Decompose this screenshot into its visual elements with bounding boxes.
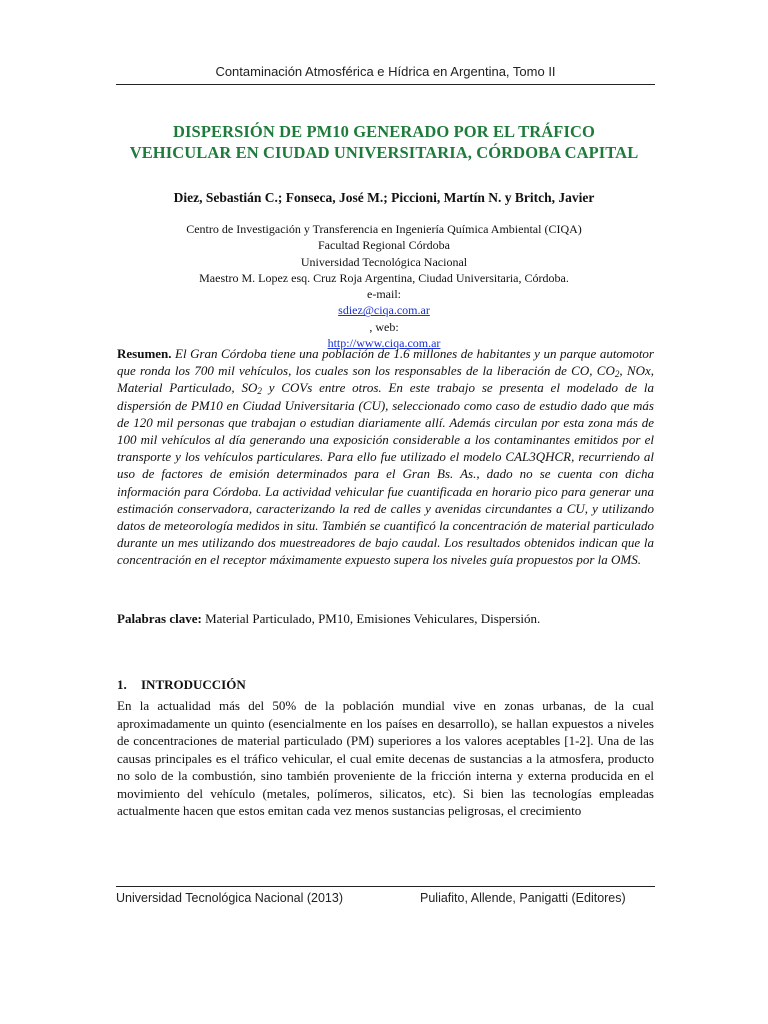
section-paragraph: En la actualidad más del 50% de la población mundial vive en zonas urbanas, de la cual aproximadamente un quinto (esencialmente en los países en desarrollo), se hallan expuestos a niveles de concentraciones de material particulado (PM) superiores a los valores aceptables [1-2]. Una de las causas principales es el tráfico vehicular, el cual emite decenas de sustancias a la atmosfera, producto no solo de la combustión, sino también proveniente de la fricción interna y externa producida en el movimiento del vehículo (metales, polímeros, silicatos, etc). Si bien las tecnologías empleadas actualmente hacen que estos emitan cada vez menos sustancias peligrosas, el crecimiento bbox=[117, 698, 654, 818]
abstract-text-1: El Gran Córdoba tiene una población de 1.6 millones de habitantes y un parque automotor que ronda los 700 mil vehículos, los cuales son los responsables de la liberación de CO, CO bbox=[117, 346, 654, 379]
section-title: INTRODUCCIÓN bbox=[141, 677, 246, 692]
header-rule bbox=[116, 84, 655, 85]
affiliation-faculty: Facultad Regional Córdoba bbox=[318, 238, 450, 253]
web-link[interactable]: http://www.ciqa.com.ar bbox=[327, 336, 441, 351]
section-heading bbox=[117, 677, 246, 693]
affiliation-center: Centro de Investigación y Transferencia en Ingeniería Química Ambiental (CIQA) bbox=[186, 222, 582, 236]
abstract-body bbox=[117, 346, 654, 567]
keywords bbox=[117, 611, 654, 627]
title-line-2: VEHICULAR EN CIUDAD UNIVERSITARIA, CÓRDOBA CAPITAL bbox=[129, 143, 639, 162]
keywords-text: Material Particulado, PM10, Emisiones Vehiculares, Dispersión. bbox=[201, 611, 541, 626]
abstract-label: Resumen. bbox=[117, 346, 172, 361]
abstract-text-2: , NOx, Material Particulado, SO bbox=[117, 363, 654, 396]
abstract-subscript-1: 2 bbox=[614, 369, 620, 380]
section-number: 1. bbox=[117, 677, 127, 692]
affiliation-university: Universidad Tecnológica Nacional bbox=[300, 254, 468, 269]
abstract-text-3: y COVs entre otros. En este trabajo se presenta el modelado de la dispersión de PM10 en Ciudad Universitaria (CU), seleccionado como caso de estudio dado que más de 120 mil personas que trabajan o estudian diariamente allí. Además circulan por esta zona más de 100 mil vehículos al día generando una exposición considerable a los contaminantes emitidos por el transporte y los vehículos particulares. Para ello fue utilizado el modelo CAL3QHCR, recurriendo al uso de factores de emisión determinados para el Gran Bs. As., dado no se cuenta con dicha información para Córdoba. La actividad vehicular fue cuantificada en horario pico para generar una estimación conservadora, caracterizando la red de calles y avenidas circundantes a CU, y utilizando datos de meteorología medidos in situ. También se cuantificó la concentración de material particulado durante un mes utilizando dos muestreadores de bajo caudal. Los resultados obtenidos indican que la concentración en el receptor máximamente expuesto supera los niveles guía propuestos por la OMS. bbox=[117, 380, 655, 568]
contact-line bbox=[100, 286, 668, 351]
affiliation-block bbox=[100, 221, 668, 351]
footer-publisher: Universidad Tecnológica Nacional (2013) bbox=[116, 891, 343, 905]
abstract-subscript-2: 2 bbox=[257, 386, 262, 397]
title-line-1: DISPERSIÓN DE PM10 GENERADO POR EL TRÁFICO bbox=[173, 122, 595, 141]
footer-rule bbox=[116, 886, 655, 887]
running-header: Contaminación Atmosférica e Hídrica en Argentina, Tomo II bbox=[215, 64, 556, 79]
author-list: Diez, Sebastián C.; Fonseca, José M.; Piccioni, Martín N. y Britch, Javier bbox=[173, 190, 595, 205]
paper-title bbox=[100, 121, 668, 163]
footer-editors: Puliafito, Allende, Panigatti (Editores) bbox=[420, 891, 626, 905]
web-label: , web: bbox=[369, 319, 399, 334]
keywords-label: Palabras clave: bbox=[117, 611, 202, 626]
abstract bbox=[117, 345, 654, 569]
email-label: e-mail: bbox=[367, 287, 401, 302]
email-link[interactable]: sdiez@ciqa.com.ar bbox=[338, 303, 430, 318]
affiliation-address: Maestro M. Lopez esq. Cruz Roja Argentina, Ciudad Universitaria, Córdoba. bbox=[199, 270, 569, 285]
